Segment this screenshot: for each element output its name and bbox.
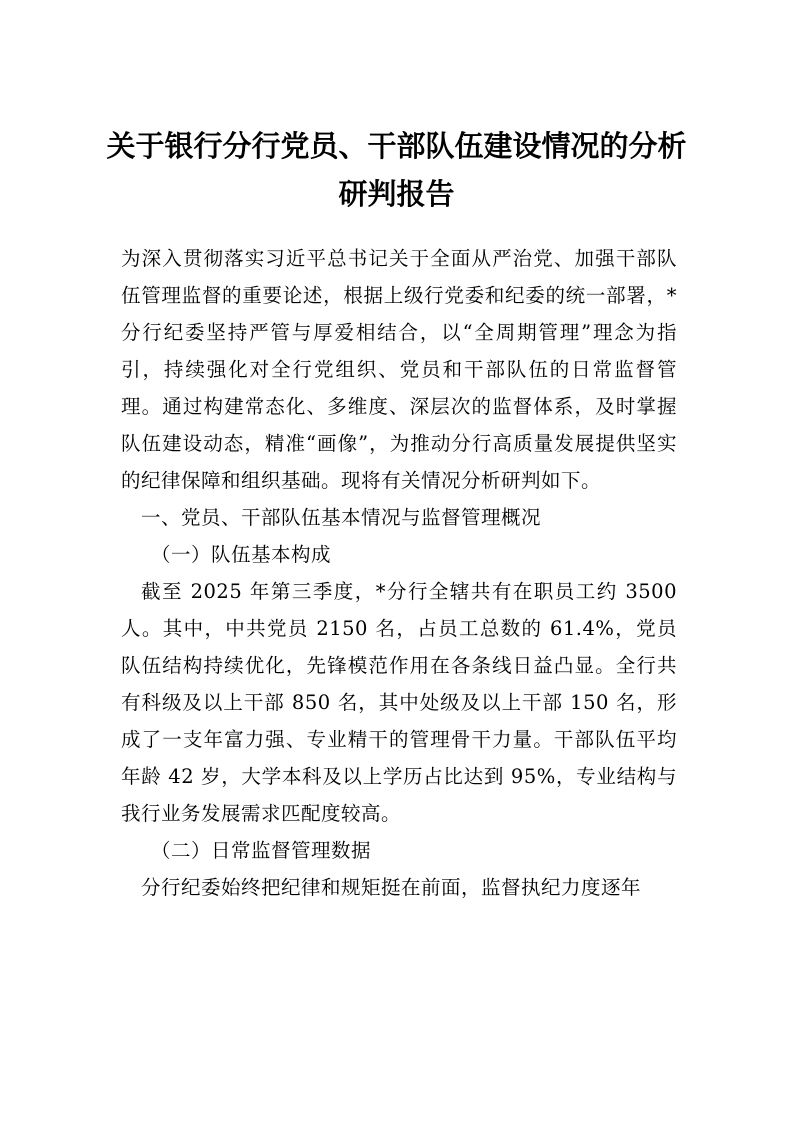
- subsection-2-heading: （二）日常监督管理数据: [151, 839, 372, 862]
- document-body: [121, 240, 677, 906]
- document-title: 关于银行分行党员、干部队伍建设情况的分析研判报告: [106, 129, 687, 211]
- intro-paragraph: 为深入贯彻落实习近平总书记关于全面从严治党、加强干部队伍管理监督的重要论述，根据上级行党委和纪委的统一部署，*分行纪委坚持严管与厚爱相结合，以“全周期管理”理念为指引，持续强化对全行党组织、党员和干部队伍的日常监督管理。通过构建常态化、多维度、深层次的监督体系，及时掌握队伍建设动态，精准“画像”，为推动分行高质量发展提供坚实的纪律保障和组织基础。现将有关情况分析研判如下。: [121, 247, 677, 492]
- subsection-1-heading: （一）队伍基本构成: [151, 543, 332, 566]
- subsection-1-paragraph: 截至 2025 年第三季度，*分行全辖共有在职员工约 3500 人。其中，中共党员 2150 名，占员工总数的 61.4%，党员队伍结构持续优化，先锋模范作用在各条线日益凸显。全行共有科级及以上干部 850 名，其中处级及以上干部 150 名，形成了一支年富力强、专业精干的管理骨干力量。干部队伍平均年龄 42 岁，大学本科及以上学历占比达到 95%，专业结构与我行业务发展需求匹配度较高。: [121, 580, 677, 825]
- section-1-heading: 一、党员、干部队伍基本情况与监督管理概况: [141, 506, 542, 529]
- subsection-2-paragraph: 分行纪委始终把纪律和规矩挺在前面，监督执纪力度逐年: [141, 876, 642, 899]
